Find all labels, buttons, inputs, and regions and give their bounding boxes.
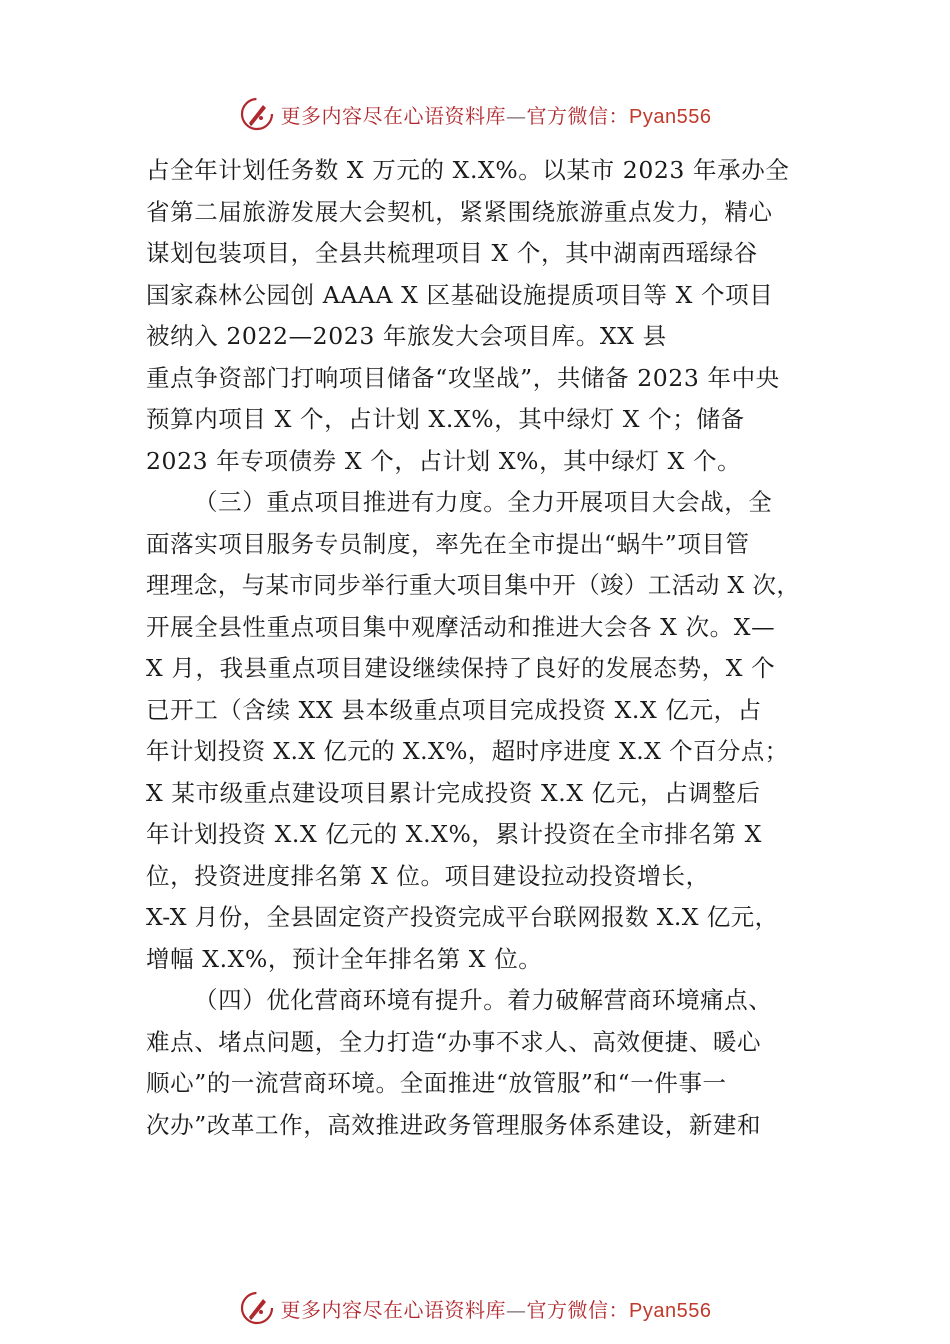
text-line: 2023 年专项债券 X 个，占计划 X%，其中绿灯 X 个。	[146, 446, 742, 475]
text-line: 预算内项目 X 个，占计划 X.X%，其中绿灯 X 个；储备	[146, 405, 745, 433]
text-line: 年计划投资 X.X 亿元的 X.X%，累计投资在全市排名第 X	[146, 820, 762, 848]
watermark-header	[0, 94, 950, 134]
text-line: 增幅 X.X%，预计全年排名第 X 位。	[146, 944, 543, 973]
section-heading-line: （四）优化营商环境有提升。着力破解营商环境痛点、	[194, 986, 773, 1014]
watermark-brand: 更多内容尽在心语资料库	[280, 1297, 507, 1322]
paragraph-2	[146, 358, 822, 483]
watermark-brand: 更多内容尽在心语资料库	[280, 103, 507, 128]
text-line: 谋划包装项目，全县共梳理项目 X 个，其中湖南西瑶绿谷	[146, 239, 758, 267]
text-line: 国家森林公园创 AAAA X 区基础设施提质项目等 X 个项目	[146, 280, 774, 309]
paragraph-3	[146, 482, 822, 980]
watermark-text	[281, 1294, 712, 1323]
text-line: 已开工（含续 XX 县本级重点项目完成投资 X.X 亿元，占	[146, 695, 762, 724]
text-line: 被纳入 2022—2023 年旅发大会项目库。XX 县	[146, 322, 667, 350]
text-line: X 某市级重点建设项目累计完成投资 X.X 亿元，占调整后	[146, 778, 761, 807]
text-line: 占全年计划任务数 X 万元的 X.X%。以某市 2023 年承办全	[146, 156, 790, 184]
text-line: 次办”改革工作，高效推进政务管理服务体系建设，新建和	[146, 1110, 762, 1139]
watermark-separator: —	[506, 103, 527, 128]
paragraph-1	[146, 150, 822, 358]
text-line: 理理念，与某市同步举行重大项目集中开（竣）工活动 X 次，	[146, 571, 801, 599]
watermark-footer	[0, 1288, 950, 1328]
watermark-handle: Pyan556	[629, 105, 712, 128]
watermark-handle: Pyan556	[629, 1299, 712, 1322]
watermark-separator: —	[506, 1297, 527, 1322]
text-line: 面落实项目服务专员制度，率先在全市提出“蜗牛”项目管	[146, 529, 750, 558]
watermark-label: 官方微信：	[526, 1297, 630, 1322]
paragraph-4	[146, 980, 822, 1146]
text-line: X 月，我县重点项目建设继续保持了良好的发展态势，X 个	[146, 654, 776, 682]
text-line: 顺心”的一流营商环境。全面推进“放管服”和“一件事一	[146, 1069, 727, 1097]
text-line: 开展全县性重点项目集中观摩活动和推进大会各 X 次。X—	[146, 612, 776, 641]
quill-logo-icon	[239, 96, 275, 132]
text-line: 难点、堵点问题，全力打造“办事不求人、高效便捷、暖心	[146, 1027, 762, 1056]
text-line: 省第二届旅游发展大会契机，紧紧围绕旅游重点发力，精心	[146, 197, 773, 226]
text-line: 位，投资进度排名第 X 位。项目建设拉动投资增长，	[146, 861, 710, 890]
quill-logo-icon	[239, 1290, 275, 1326]
text-line: 年计划投资 X.X 亿元的 X.X%，超时序进度 X.X 个百分点；	[146, 737, 789, 765]
watermark-label: 官方微信：	[526, 103, 630, 128]
document-body	[146, 150, 822, 1146]
section-heading-line: （三）重点项目推进有力度。全力开展项目大会战，全	[194, 488, 773, 516]
text-line: X-X 月份，全县固定资产投资完成平台联网报数 X.X 亿元，	[146, 903, 779, 931]
text-line: 重点争资部门打响项目储备“攻坚战”，共储备 2023 年中央	[146, 363, 780, 392]
watermark-text	[281, 100, 712, 129]
